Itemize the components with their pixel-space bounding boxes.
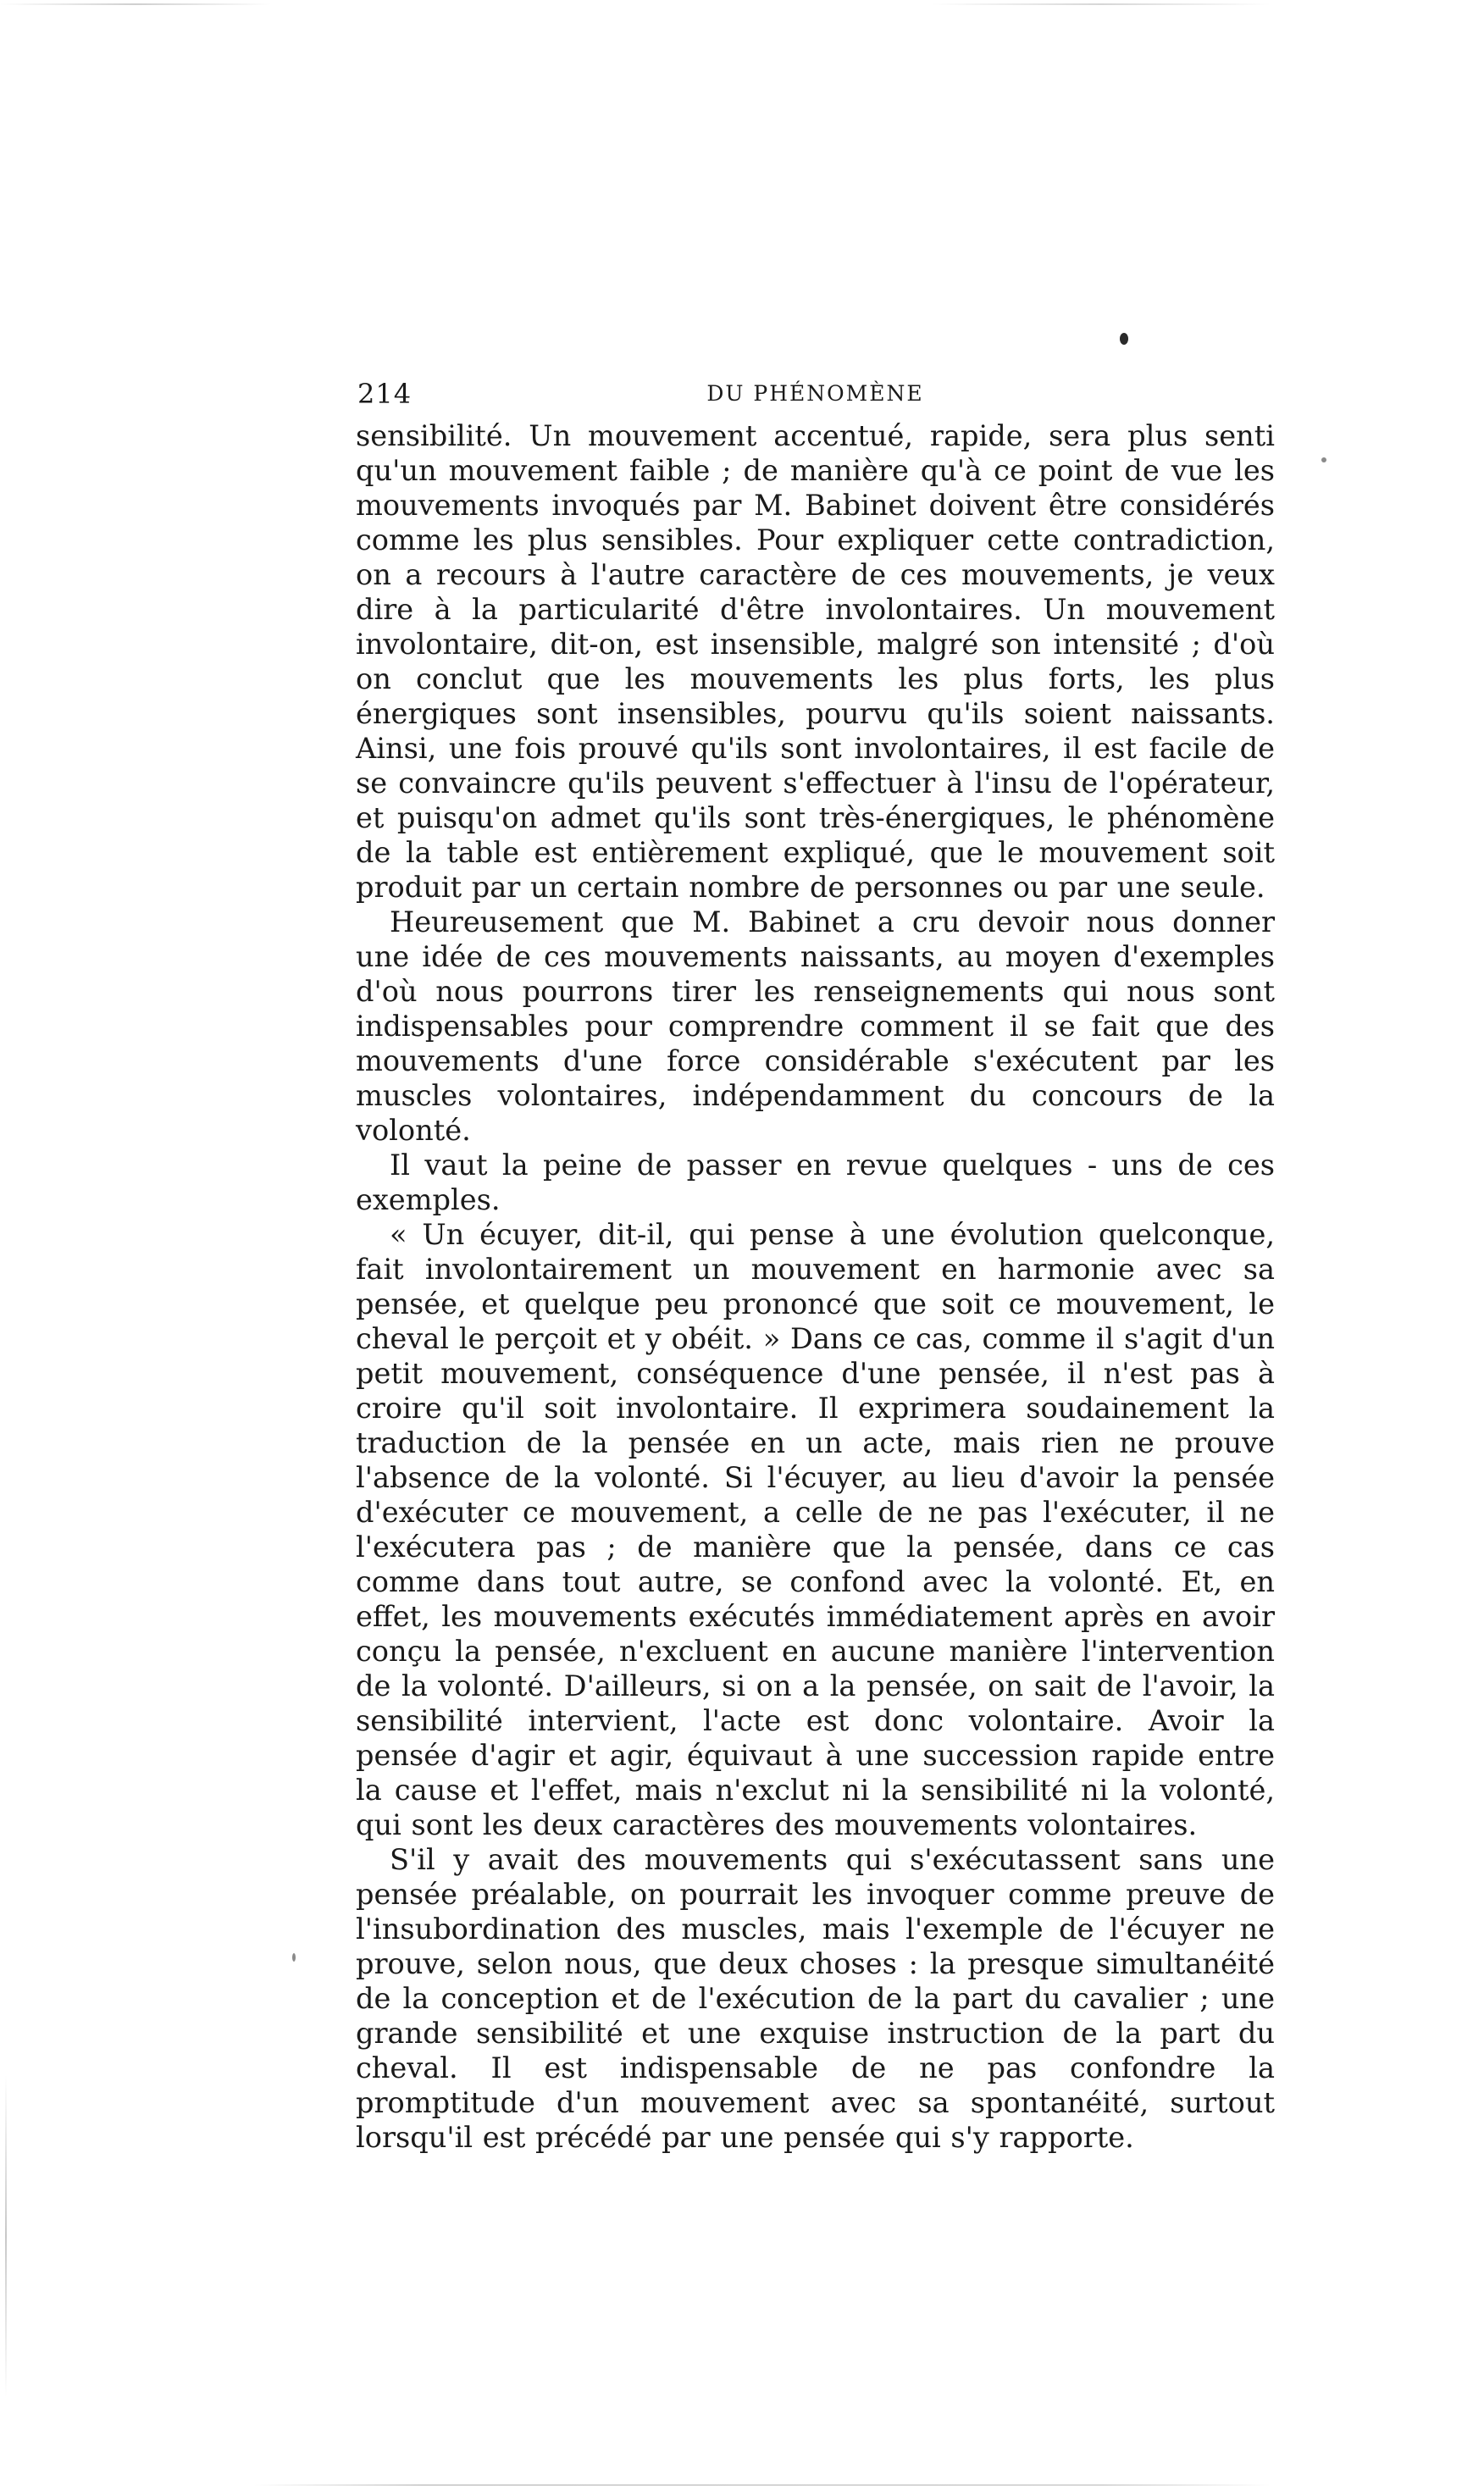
ink-blot xyxy=(1120,333,1128,345)
stray-mark xyxy=(292,1953,296,1962)
running-head xyxy=(356,373,1275,418)
scan-edge-left xyxy=(5,2075,7,2397)
paragraph: Heureusement que M. Babinet a cru devoir nous donner une idée de ces mouvements naissants, au moyen d'exemples d'où nous pourrons tirer les renseignements qui nous sont indispensables pour comprendre comment il se fait que des mouvements d'une force considérable s'exécutent par les muscles volontaires, indépendamment du concours de la volonté. xyxy=(356,905,1275,1147)
paragraph: « Un écuyer, dit-il, qui pense à une évolution quelconque, fait involontairement un mouvement en harmonie avec sa pensée, et quelque peu prononcé que soit ce mouvement, le cheval le perçoit et y obéit. » Dans ce cas, comme il s'agit d'un petit mouvement, conséquence d'une pensée, il n'est pas à croire qu'il soit involontaire. Il exprimera soudainement la traduction de la pensée en un acte, mais rien ne prouve l'absence de la volonté. Si l'écuyer, au lieu d'avoir la pensée d'exécuter ce mouvement, a celle de ne pas l'exécuter, il ne l'exécutera pas ; de manière que la pensée, dans ce cas comme dans tout autre, se confond avec la volonté. Et, en effet, les mouvements exécutés immédiatement après en avoir conçu la pensée, n'excluent en aucune manière l'intervention de la volonté. D'ailleurs, si on a la pensée, on sait de l'avoir, la sensibilité intervient, l'acte est donc volontaire. Avoir la pensée d'agir et agir, équivaut à une succession rapide entre la cause et l'effet, mais n'exclut ni la sensibilité ni la volonté, qui sont les deux caractères des mouvements volontaires. xyxy=(356,1218,1275,1841)
book-page xyxy=(356,373,1275,2155)
paragraph: S'il y avait des mouvements qui s'exécutassent sans une pensée préalable, on pourrait les invoquer comme preuve de l'insubordination des muscles, mais l'exemple de l'écuyer ne prouve, selon nous, que deux choses : la presque simultanéité de la conception et de l'exécution de la part du cavalier ; une grande sensibilité et une exquise instruction de la part du cheval. Il est indispensable de ne pas confondre la promptitude d'un mouvement avec sa spontanéité, surtout lorsqu'il est précédé par une pensée qui s'y rapporte. xyxy=(356,1843,1275,2154)
paragraph: sensibilité. Un mouvement accentué, rapide, sera plus senti qu'un mouvement faible ; de manière qu'à ce point de vue les mouvements invoqués par M. Babinet doivent être considérés comme les plus sensibles. Pour expliquer cette contradiction, on a recours à l'autre caractère de ces mouvements, je veux dire à la particularité d'être involontaires. Un mouvement involontaire, dit-on, est insensible, malgré son intensité ; d'où on conclut que les mouvements les plus forts, les plus énergiques sont insensibles, pourvu qu'ils soient naissants. Ainsi, une fois prouvé qu'ils sont involontaires, il est facile de se convaincre qu'ils peuvent s'effectuer à l'insu de l'opérateur, et puisqu'on admet qu'ils sont très-énergiques, le phénomène de la table est entièrement expliqué, que le mouvement soit produit par un certain nombre de personnes ou par une seule. xyxy=(356,419,1275,904)
running-title: DU PHÉNOMÈNE xyxy=(706,381,924,406)
scan-edge-bottom xyxy=(0,2484,1484,2486)
stray-mark xyxy=(1321,457,1326,462)
paragraph: Il vaut la peine de passer en revue quelques - uns de ces exemples. xyxy=(356,1149,1275,1216)
body-text xyxy=(356,418,1275,2155)
page-number: 214 xyxy=(357,378,413,410)
scan-edge-top xyxy=(0,3,1484,5)
